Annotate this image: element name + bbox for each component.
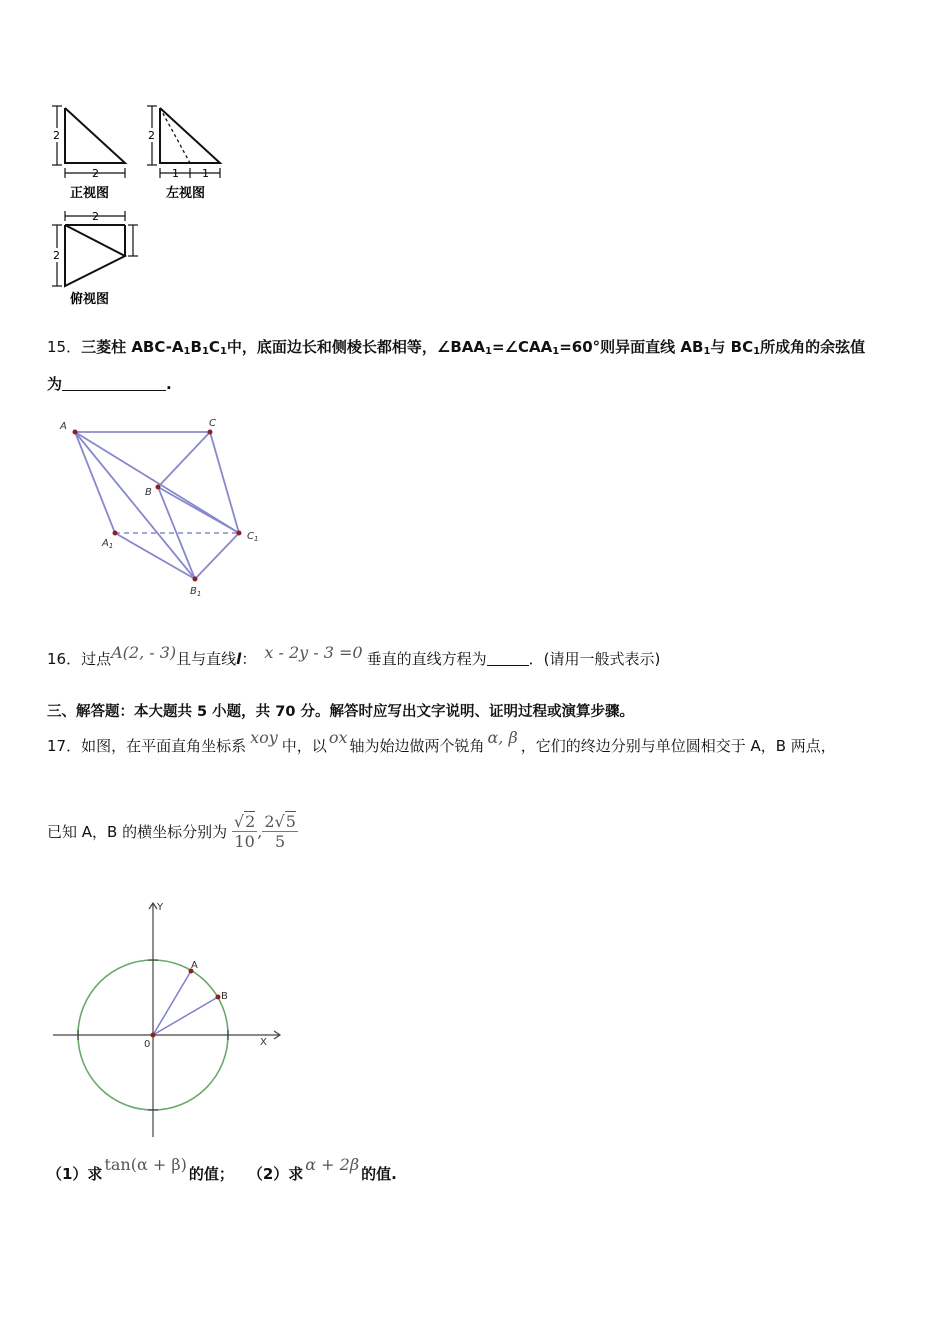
point-b-label: B — [221, 991, 228, 1002]
x-axis-label: X — [260, 1037, 267, 1048]
q16-answer-blank[interactable] — [487, 651, 529, 666]
q15-sub: 1 — [201, 346, 209, 357]
q17-frac1-den: 10 — [234, 832, 255, 851]
q15-text-e: =60°则异面直线 AB — [559, 338, 704, 356]
top-dim-width: 2 — [92, 210, 99, 223]
q17-part1: （1）求 — [47, 1165, 103, 1183]
top-view — [65, 225, 125, 286]
q17-part1-end: 的值； — [188, 1165, 234, 1183]
q17-number: 17．如图，在平面直角坐标系 — [47, 737, 247, 755]
q17-mid2: 轴为始边做两个锐角 — [349, 737, 485, 755]
q17-sub-questions — [47, 1155, 397, 1184]
front-view — [65, 108, 125, 163]
left-dim-height: 2 — [148, 129, 155, 142]
q16-line-l: l — [236, 650, 242, 668]
q17-xoy: xoy — [250, 728, 278, 747]
q17-comma: , — [257, 822, 263, 841]
ray-ob — [153, 997, 218, 1035]
q15-sub: 1 — [485, 346, 492, 357]
q15-text-b: B — [190, 338, 202, 356]
q17-mid1: 中，以 — [281, 737, 327, 755]
unit-circle-figure — [45, 895, 290, 1140]
q16-number: 16．过点 — [47, 650, 112, 668]
three-view-figure — [40, 98, 240, 313]
q16-tail: ．(请用一般式表示) — [528, 650, 661, 668]
left-view-label: 左视图 — [166, 186, 206, 201]
q15-answer-blank[interactable] — [62, 376, 166, 391]
q17-fraction-1: $\frac{√2}{10}$ — [233, 812, 256, 851]
q17-fraction-2: $\frac{2√5}{5}$ — [264, 812, 296, 851]
q15-line2-text: 为 — [47, 375, 63, 393]
q15-text-c: C — [208, 338, 220, 356]
q15-line2 — [47, 373, 172, 394]
q15-text-a: 三菱柱 ABC-A — [81, 338, 184, 356]
top-view-label: 俯视图 — [70, 292, 110, 307]
q16-colon: ： — [241, 650, 257, 668]
q17-frac2-coef: 2 — [264, 812, 275, 831]
q16-point: A(2, - 3) — [111, 643, 177, 662]
front-dim-width: 2 — [92, 167, 99, 180]
left-dim-1b: 1 — [202, 167, 209, 180]
q17-alpha-beta: α, β — [487, 728, 518, 747]
q15-text-f: 与 BC — [710, 338, 754, 356]
q17-frac2-root: 5 — [285, 812, 296, 831]
point-b — [216, 995, 221, 1000]
q15-number: 15． — [47, 338, 82, 356]
prism-label-a: A — [60, 421, 67, 432]
q15-sub: 1 — [183, 346, 191, 357]
q17-given-text: 已知 A，B 的横坐标分别为 — [47, 823, 228, 841]
section-3-heading: 三、解答题：本大题共 5 小题，共 70 分。解答时应写出文字说明、证明过程或演算步骤。 — [47, 704, 634, 720]
q17-line1 — [47, 728, 836, 756]
q17-part2-end: 的值. — [361, 1165, 397, 1183]
prism-figure — [55, 412, 275, 602]
ray-oa — [153, 971, 191, 1035]
q15-line1 — [47, 336, 865, 357]
q16-line — [47, 643, 661, 669]
q17-frac1-num: 2 — [245, 812, 256, 831]
front-view-label: 正视图 — [70, 186, 110, 201]
q17-ox: ox — [328, 728, 348, 747]
q15-text-g: 所成角的余弦值 — [760, 338, 866, 356]
q15-sub: 1 — [753, 346, 761, 357]
prism-label-c: C — [209, 418, 216, 429]
prism-label-b: B — [145, 487, 152, 498]
y-axis-label: Y — [157, 902, 164, 913]
q17-tan-expr: tan(α + β) — [104, 1155, 187, 1174]
q17-frac2-den: 5 — [275, 832, 286, 851]
prism-label-c1: $C_1$ — [247, 531, 259, 543]
q17-part2: （2）求 — [247, 1165, 304, 1183]
q17-mid3: ，它们的终边分别与单位圆相交于 A，B 两点， — [520, 737, 836, 755]
q15-sub: 1 — [219, 346, 227, 357]
front-dim-height: 2 — [53, 129, 60, 142]
q15-sub: 1 — [552, 346, 560, 357]
prism-label-a1: $A_1$ — [102, 538, 114, 550]
top-dim-height: 2 — [53, 249, 60, 262]
q15-sub: 1 — [703, 346, 711, 357]
q15-angle1: ∠BAA — [436, 338, 486, 356]
left-view — [160, 108, 220, 163]
q15-end: . — [166, 375, 172, 393]
q15-text-d: 中，底面边长和侧棱长都相等， — [226, 338, 437, 356]
q15-eq: = — [492, 338, 505, 356]
q16-equation: x - 2y - 3 =0 — [264, 643, 363, 662]
origin-label: 0 — [144, 1039, 151, 1050]
point-o — [151, 1033, 156, 1038]
q15-angle2: ∠CAA — [504, 338, 553, 356]
q17-sum-expr: α + 2β — [305, 1155, 360, 1174]
q16-text: 垂直的直线方程为 — [366, 650, 487, 668]
point-a-label: A — [191, 960, 198, 971]
left-dim-1a: 1 — [172, 167, 179, 180]
q16-mid: 且与直线 — [176, 650, 237, 668]
prism-label-b1: $B_1$ — [190, 586, 202, 598]
q17-given — [47, 812, 298, 851]
